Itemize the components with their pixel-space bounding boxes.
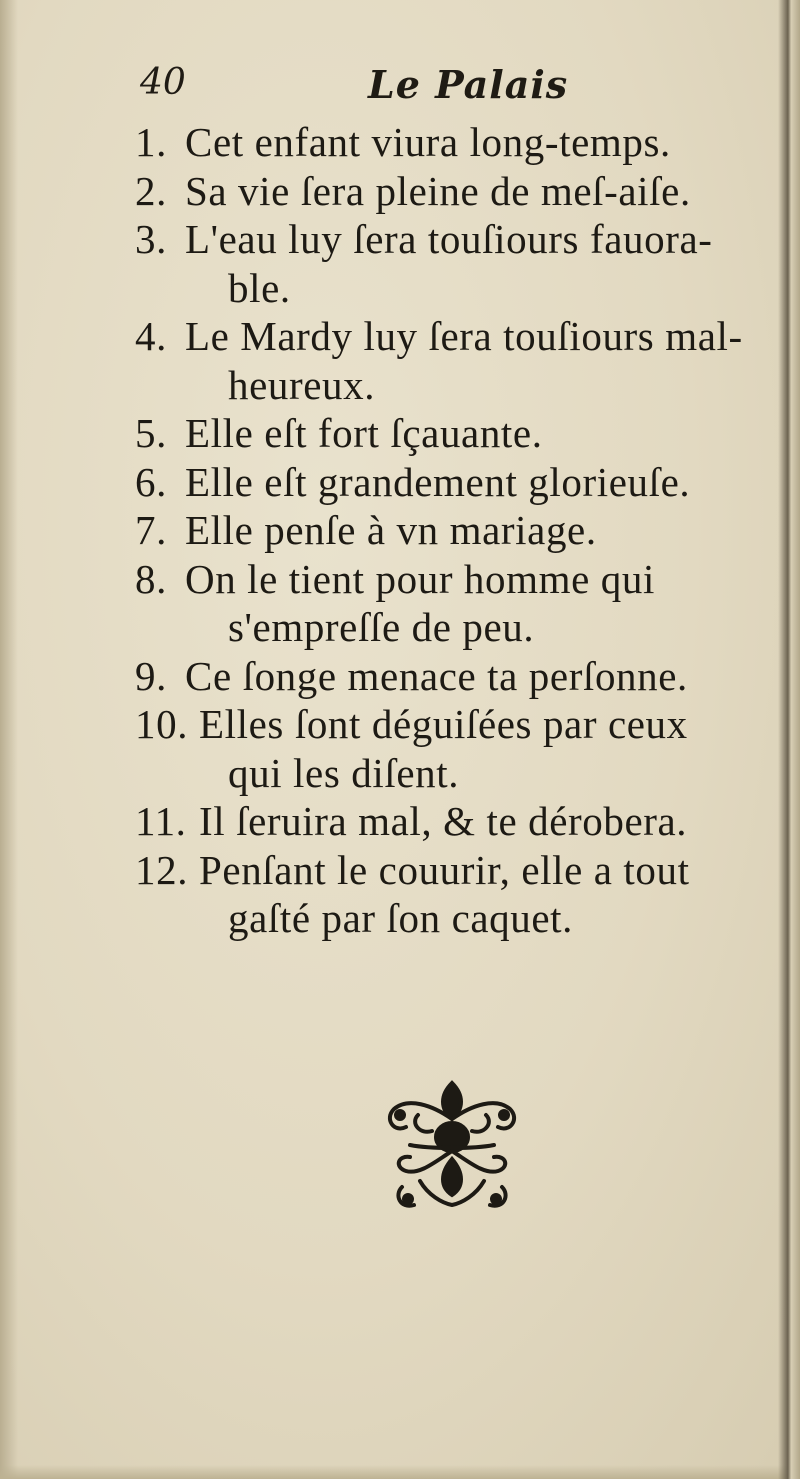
list-item	[135, 652, 790, 701]
item-number: 8.	[135, 555, 167, 602]
running-title: Le Palais	[368, 62, 569, 107]
item-text: Ce ſonge menace ta perſonne.	[185, 652, 688, 699]
list-item	[135, 506, 790, 555]
list-item	[135, 700, 790, 797]
item-text: Elle eſt fort ſçauante.	[185, 410, 543, 456]
page-header	[140, 62, 780, 112]
page-left-edge	[0, 0, 18, 1479]
fleuron-ornament-icon	[380, 1075, 525, 1220]
item-text: Cet enfant viura long-temps.	[185, 119, 671, 165]
item-number: 7.	[135, 507, 167, 553]
item-text-continuation: gaſté par ſon caquet.	[228, 895, 574, 941]
item-text: L'eau luy ſera touſiours fauora-	[185, 216, 713, 262]
item-text: On le tient pour homme qui	[185, 555, 655, 602]
item-number: 11.	[135, 798, 187, 844]
item-text-continuation: qui les diſent.	[228, 749, 460, 796]
item-text: Il ſeruira mal, & te dérobera.	[199, 798, 688, 844]
item-text-continuation: ble.	[228, 264, 291, 311]
item-text: Penſant le couurir, elle a tout	[199, 846, 690, 893]
list-item	[135, 458, 790, 507]
list-item	[135, 797, 790, 846]
item-number: 3.	[135, 216, 167, 262]
list-item	[135, 167, 790, 216]
item-number: 12.	[135, 846, 189, 893]
list-item	[135, 118, 790, 167]
item-text-continuation: s'empreſſe de peu.	[228, 604, 535, 650]
item-number: 10.	[135, 701, 189, 747]
item-number: 9.	[135, 652, 167, 699]
item-text: Elle eſt grandement glorieuſe.	[185, 458, 691, 505]
item-number: 5.	[135, 410, 167, 456]
page-bottom-edge	[0, 1465, 800, 1479]
item-text: Elles ſont déguiſées par ceux	[199, 701, 688, 747]
item-text-continuation: heureux.	[228, 361, 376, 408]
list-item	[135, 409, 790, 458]
item-text: Elle penſe à vn mariage.	[185, 507, 597, 553]
list-item	[135, 555, 790, 652]
item-number: 2.	[135, 167, 167, 214]
item-text: Le Mardy luy ſera touſiours mal-	[185, 313, 743, 359]
list-item	[135, 846, 790, 943]
list-item	[135, 312, 790, 409]
list-item	[135, 215, 790, 312]
item-number: 6.	[135, 458, 167, 505]
item-number: 4.	[135, 313, 167, 359]
page-number: 40	[140, 62, 186, 103]
item-number: 1.	[135, 119, 167, 165]
item-text: Sa vie ſera pleine de meſ-aiſe.	[185, 167, 691, 214]
numbered-list	[135, 118, 790, 943]
